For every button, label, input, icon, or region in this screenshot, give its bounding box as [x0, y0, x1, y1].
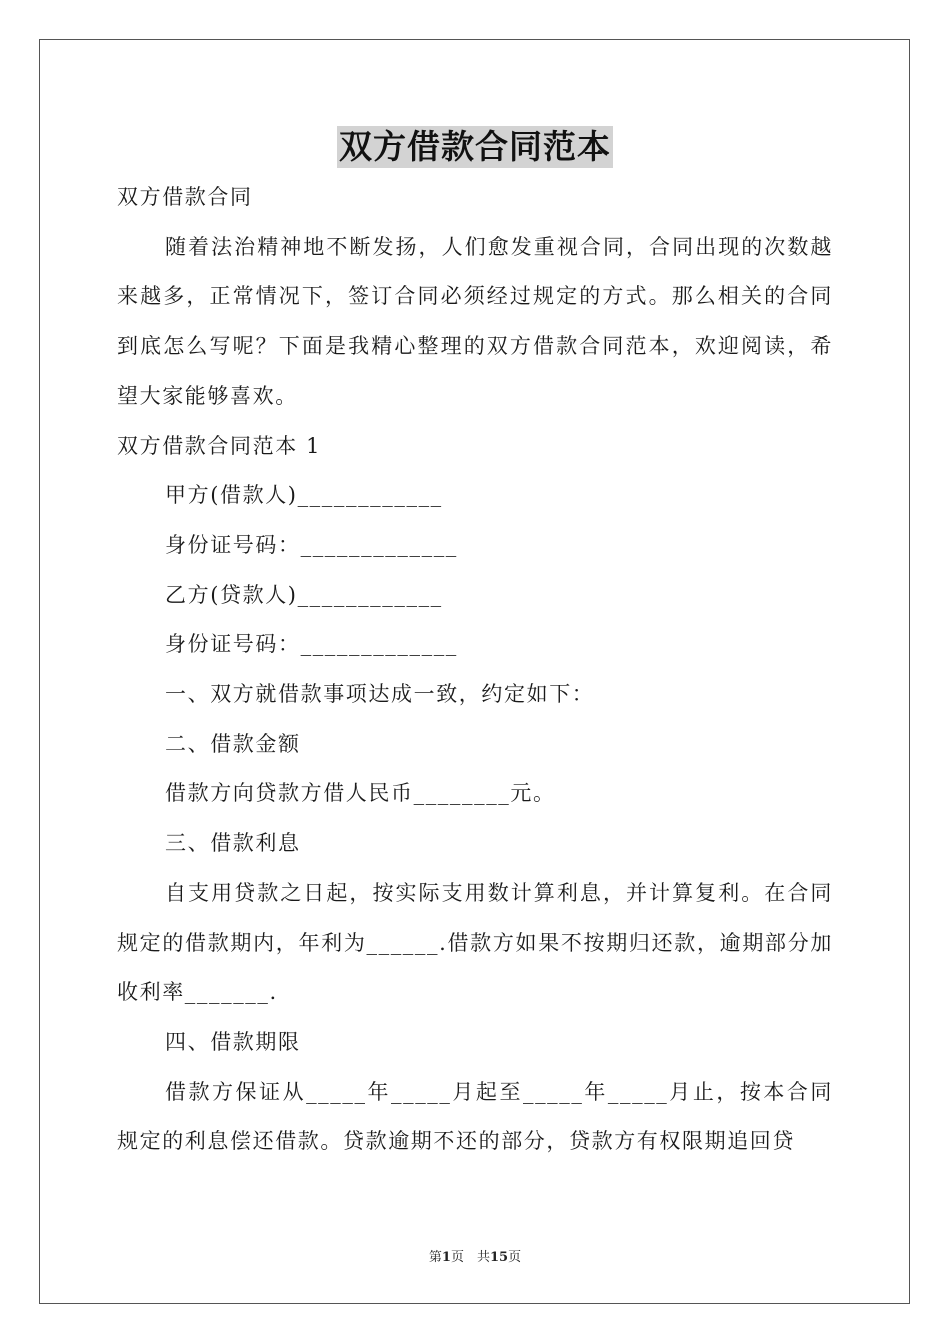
footer-total-pages: 15: [489, 1250, 509, 1265]
interest-paragraph: 自支用贷款之日起，按实际支用数计算利息，并计算复利。在合同规定的借款期内，年利为______.借款方如果不按期归还款，逾期部分加收利率_______.: [117, 880, 833, 1005]
document-title-wrapper: [0, 126, 950, 168]
clause-3-heading: 三、借款利息: [165, 831, 301, 856]
party-b-id-line: 身份证号码：_____________: [165, 632, 458, 657]
clause-1-heading: 一、双方就借款事项达成一致，约定如下：: [165, 682, 595, 707]
footer-current-page: 1: [441, 1250, 451, 1265]
document-title: 双方借款合同范本: [339, 127, 611, 166]
clause-4-heading: 四、借款期限: [165, 1029, 301, 1054]
clause-2-heading: 二、借款金额: [165, 731, 301, 756]
footer-mid: 页 共: [450, 1250, 490, 1265]
loan-amount-text: 借款方向贷款方借人民币________元。: [165, 781, 556, 806]
intro-paragraph: 随着法治精神地不断发扬，人们愈发重视合同，合同出现的次数越来越多，正常情况下，签订合同必须经过规定的方式。那么相关的合同到底怎么写呢？下面是我精心整理的双方借款合同范本，欢迎阅读，希望大家能够喜欢。: [117, 234, 833, 408]
party-b-line: 乙方(贷款人)____________: [165, 582, 443, 607]
party-a-line: 甲方(借款人)____________: [165, 483, 443, 508]
footer-prefix: 第: [428, 1250, 442, 1265]
heading-template-1: 双方借款合同范本 1: [117, 433, 322, 458]
party-a-id-line: 身份证号码：_____________: [165, 532, 458, 557]
page-footer: [0, 1246, 950, 1265]
heading-contract: 双方借款合同: [117, 185, 253, 209]
footer-suffix: 页: [508, 1250, 522, 1265]
document-body: [117, 173, 833, 1167]
loan-term-paragraph: 借款方保证从_____年_____月起至_____年_____月止，按本合同规定的利息偿还借款。贷款逾期不还的部分，贷款方有权限期追回贷: [117, 1079, 833, 1154]
